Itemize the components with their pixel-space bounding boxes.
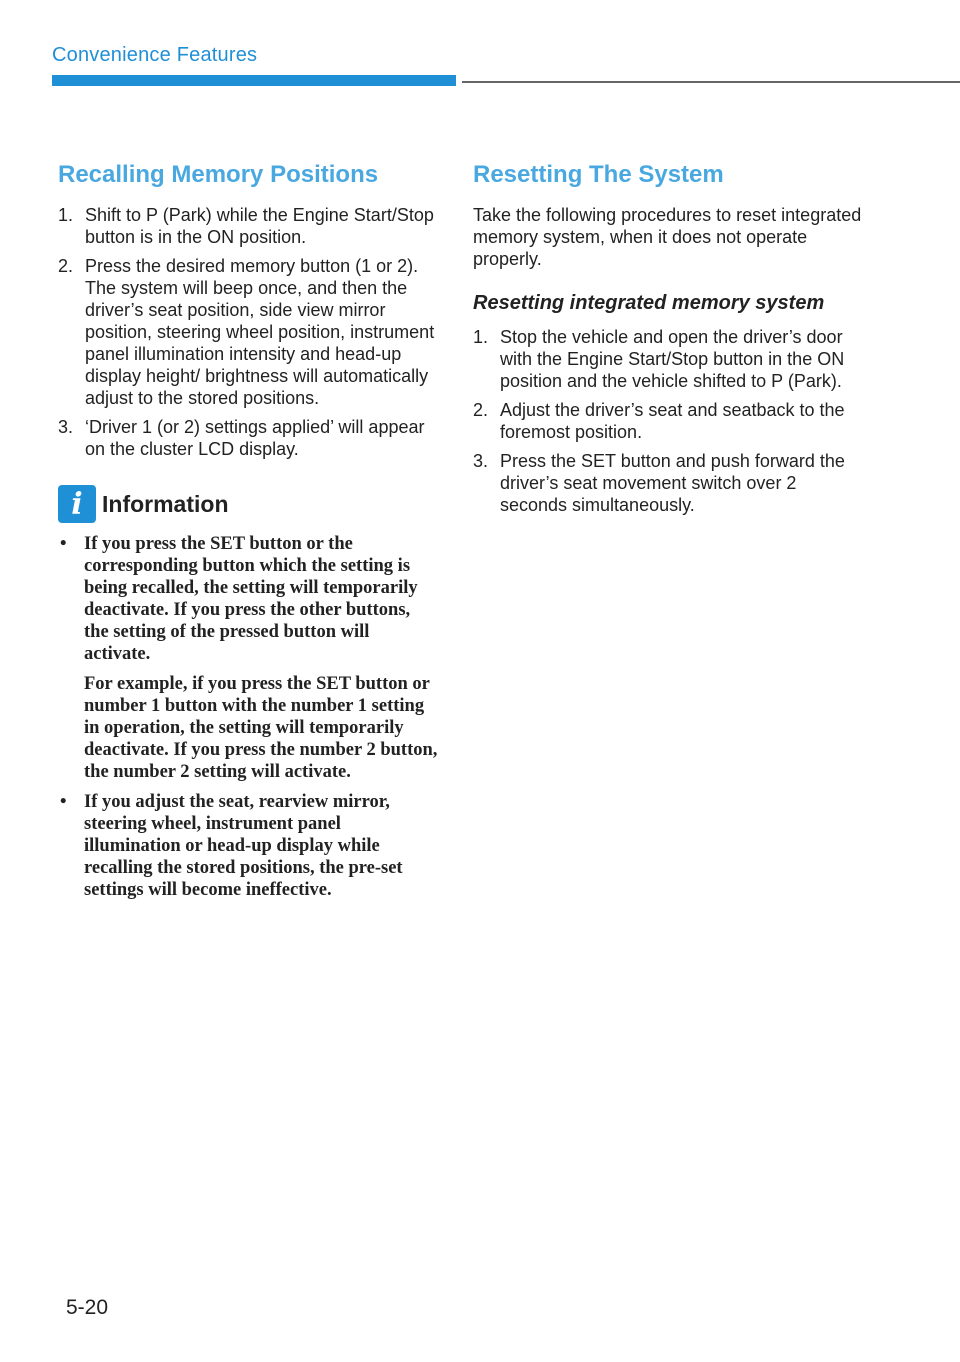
- section-heading-resetting: Resetting The System: [473, 161, 724, 188]
- information-header: [58, 485, 438, 523]
- recall-steps-list: [58, 204, 438, 460]
- list-item: [58, 533, 438, 783]
- step-text: Adjust the driver’s seat and seatback to the foremost position.: [500, 400, 845, 442]
- step-text: Stop the vehicle and open the driver’s door with the Engine Start/Stop button in the ON position and the vehicle shifted to P (Park).: [500, 327, 845, 391]
- chapter-title: Convenience Features: [52, 44, 258, 66]
- left-column: [58, 158, 438, 909]
- list-item: [473, 326, 863, 392]
- step-text: Shift to P (Park) while the Engine Start/Stop button is in the ON position.: [85, 205, 434, 247]
- step-number: 1.: [58, 205, 74, 225]
- reset-steps-list: [473, 326, 863, 516]
- step-number: 2.: [473, 400, 489, 420]
- right-column: [473, 158, 863, 523]
- information-icon: i: [58, 485, 96, 523]
- step-number: 3.: [58, 417, 74, 437]
- info-text: If you adjust the seat, rearview mirror, steering wheel, instrument panel illumination or head-up display while recalling the stored positions, the pre-set settings will become ineffective.: [84, 792, 403, 900]
- info-text-example: For example, if you press the SET button or number 1 button with the number 1 setting in operation, the setting will temporarily deactivate. If you press the number 2 button, the number 2 setting will activate.: [84, 674, 438, 782]
- step-text: ‘Driver 1 (or 2) settings applied’ will appear on the cluster LCD display.: [85, 417, 425, 459]
- step-number: 3.: [473, 451, 489, 471]
- step-number: 2.: [58, 256, 74, 276]
- step-number: 1.: [473, 327, 489, 347]
- list-item: [473, 399, 863, 443]
- intro-paragraph: Take the following procedures to reset integrated memory system, when it does not operate properly.: [473, 205, 862, 269]
- step-text: Press the desired memory button (1 or 2). The system will beep once, and then the driver’s seat position, side view mirror position, steering wheel position, instrument panel illumination intensity and head-up display height/ brightness will automatically adjust to the stored positions.: [85, 256, 435, 408]
- list-item: [473, 450, 863, 516]
- list-item: [58, 416, 438, 460]
- page-number: 5-20: [66, 1296, 109, 1319]
- list-item: [58, 791, 438, 901]
- list-item: [58, 255, 438, 409]
- info-text: If you press the SET button or the corresponding button which the setting is being recalled, the setting will temporarily deactivate. If you press the other buttons, the setting of the pressed button will activate.: [84, 534, 418, 664]
- list-item: [58, 204, 438, 248]
- bullet: •: [60, 534, 67, 554]
- step-text: Press the SET button and push forward the driver’s seat movement switch over 2 seconds simultaneously.: [500, 451, 845, 515]
- information-title: Information: [102, 490, 229, 517]
- information-box: [58, 485, 438, 901]
- section-heading-recalling: Recalling Memory Positions: [58, 161, 379, 188]
- header-accent-bar: [52, 75, 456, 86]
- header-rule: [462, 81, 960, 83]
- subheading-resetting-memory: Resetting integrated memory system: [473, 292, 825, 314]
- information-list: [58, 533, 438, 901]
- bullet: •: [60, 792, 67, 812]
